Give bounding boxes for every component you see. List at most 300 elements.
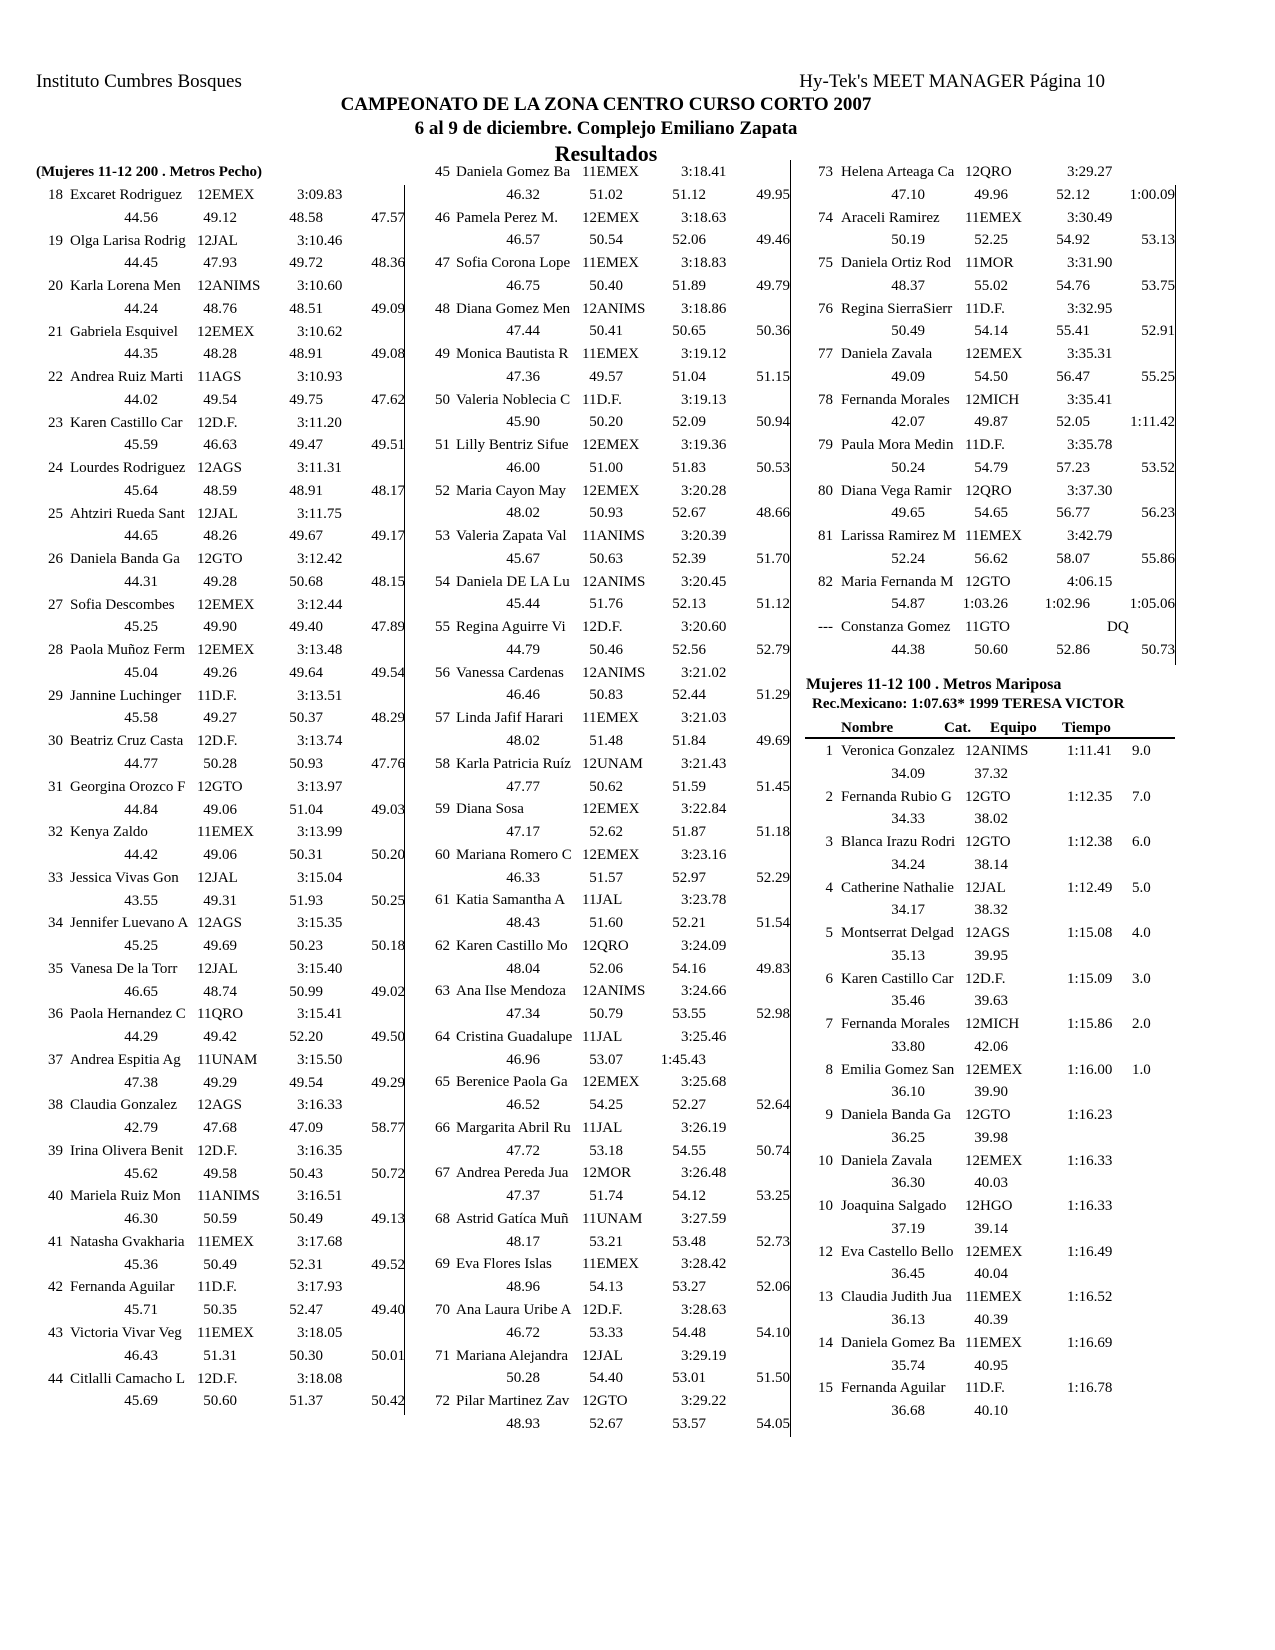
organization-name: Instituto Cumbres Bosques [36, 71, 242, 92]
split-time: 44.02 [124, 391, 158, 408]
age-team: 12EMEX [965, 1061, 1023, 1078]
split-time: 53.55 [672, 1006, 706, 1023]
split-time: 49.13 [371, 1211, 405, 1228]
final-time: 3:35.41 [1067, 391, 1113, 408]
result-place: 44 [48, 1370, 63, 1387]
points: 3.0 [1132, 970, 1151, 987]
split-time: 49.46 [756, 232, 790, 249]
split-time: 47.44 [506, 323, 540, 340]
split-time: 48.29 [371, 710, 405, 727]
final-time: 1:15.86 [1067, 1016, 1113, 1033]
split-time: 52.31 [289, 1256, 323, 1273]
split-time: 44.31 [124, 573, 158, 590]
split-time: 38.02 [974, 811, 1008, 828]
age-team: 11D.F. [965, 437, 1005, 454]
split-time: 46.00 [506, 459, 540, 476]
split-time: 50.25 [371, 892, 405, 909]
split-time: 40.03 [974, 1175, 1008, 1192]
final-time: 4:06.15 [1067, 573, 1113, 590]
swimmer-name: Valeria Zapata Val [456, 528, 567, 545]
split-time: 37.32 [974, 765, 1008, 782]
split-time: 50.40 [589, 277, 623, 294]
split-time: 47.77 [506, 778, 540, 795]
split-time: 58.77 [371, 1120, 405, 1137]
split-time: 50.60 [974, 641, 1008, 658]
split-time: 40.10 [974, 1403, 1008, 1420]
split-time: 50.93 [289, 756, 323, 772]
swimmer-name: Ana Laura Uribe A [456, 1302, 572, 1318]
result-place: 50 [435, 391, 450, 408]
final-time: 3:13.51 [297, 687, 343, 704]
split-time: 49.54 [203, 391, 237, 408]
split-time: 51.59 [672, 778, 706, 795]
final-time: 3:20.45 [681, 573, 727, 590]
split-time: 49.54 [289, 1074, 323, 1091]
split-time: 50.53 [756, 459, 790, 476]
split-time: 49.09 [891, 368, 925, 385]
split-time: 52.21 [672, 915, 706, 932]
split-time: 56.47 [1056, 368, 1090, 385]
split-time: 52.39 [672, 550, 706, 567]
final-time: 3:17.93 [297, 1279, 343, 1296]
final-time: 3:19.13 [681, 391, 727, 408]
split-time: 50.63 [589, 550, 623, 567]
split-time: 49.29 [203, 1074, 237, 1091]
age-team: 11QRO [197, 1006, 244, 1023]
swimmer-name: Sofia Descombes [70, 596, 175, 613]
result-place: 18 [48, 187, 63, 203]
swimmer-name: Montserrat Delgad [841, 925, 954, 942]
final-time: 3:15.50 [297, 1051, 343, 1068]
split-time: 51.18 [756, 824, 790, 841]
result-place: 28 [48, 642, 63, 659]
final-time: 3:20.28 [681, 482, 727, 499]
final-time: 1:11.41 [1067, 743, 1112, 759]
age-team: 11UNAM [197, 1051, 258, 1068]
split-time: 55.86 [1141, 550, 1175, 567]
split-time: 53.18 [589, 1142, 623, 1159]
result-place: 29 [48, 687, 63, 704]
result-place: 39 [48, 1142, 63, 1159]
split-time: 50.20 [589, 414, 623, 431]
result-place: 33 [48, 869, 63, 886]
swimmer-name: Daniela Zavala [841, 346, 933, 363]
split-time: 48.66 [756, 505, 790, 522]
split-time: 51.29 [756, 687, 790, 704]
age-team: 11D.F. [965, 300, 1005, 317]
split-time: 49.75 [289, 391, 323, 408]
final-time: 3:11.75 [297, 505, 342, 522]
split-time: 51.84 [672, 733, 706, 749]
swimmer-name: Regina Aguirre Vi [456, 619, 566, 636]
split-time: 49.06 [203, 847, 237, 864]
age-team: 12EMEX [197, 642, 255, 659]
split-time: 34.33 [891, 811, 925, 828]
points: 9.0 [1132, 743, 1151, 759]
final-time: 3:18.08 [297, 1370, 343, 1387]
split-time: 50.31 [289, 847, 323, 864]
swimmer-name: Pamela Perez M. [456, 209, 559, 226]
swimmer-name: Ana Ilse Mendoza [456, 983, 566, 1000]
split-time: 46.33 [506, 869, 540, 886]
software-page-label: Hy-Tek's MEET MANAGER Página 10 [799, 71, 1105, 92]
result-place: 81 [818, 528, 833, 545]
final-time: 1:12.49 [1067, 879, 1113, 896]
split-time: 51.89 [672, 277, 706, 294]
age-team: 12ANIMS [582, 300, 646, 317]
age-team: 11EMEX [965, 528, 1022, 545]
split-time: 50.28 [203, 756, 237, 772]
final-time: 3:18.63 [681, 209, 727, 226]
split-time: 53.52 [1141, 459, 1175, 476]
final-time: 3:27.59 [681, 1210, 727, 1227]
age-team: 12GTO [582, 1393, 628, 1410]
swimmer-name: Karen Castillo Mo [456, 937, 568, 954]
age-team: 11EMEX [197, 1325, 254, 1341]
age-team: 12D.F. [582, 619, 623, 636]
swimmer-name: Daniela DE LA Lu [456, 573, 570, 590]
split-time: 56.23 [1141, 505, 1175, 522]
swimmer-name: Linda Jafif Harari [456, 710, 564, 727]
split-time: 48.96 [506, 1279, 540, 1296]
final-time: 1:16.33 [1067, 1198, 1113, 1215]
result-place: 64 [435, 1028, 450, 1045]
final-time: 3:32.95 [1067, 300, 1113, 317]
split-time: 1:05.06 [1129, 596, 1175, 613]
split-time: 51.37 [289, 1393, 323, 1410]
age-team: 12AGS [197, 915, 243, 932]
split-time: 49.69 [756, 733, 790, 749]
split-time: 54.48 [672, 1324, 706, 1341]
swimmer-name: Vanessa Cardenas [456, 664, 564, 681]
final-time: 3:21.43 [681, 755, 727, 772]
split-time: 48.02 [506, 733, 540, 749]
age-team: 11EMEX [582, 1256, 639, 1273]
split-time: 47.37 [506, 1188, 540, 1205]
col-header-time: Tiempo [1062, 720, 1111, 736]
split-time: 47.76 [371, 756, 405, 772]
final-time: 3:13.97 [297, 778, 343, 795]
split-time: 50.94 [756, 414, 790, 431]
split-time: 46.46 [506, 687, 540, 704]
result-place: 68 [435, 1210, 450, 1227]
split-time: 51.50 [756, 1370, 790, 1387]
result-place: 53 [435, 528, 450, 545]
split-time: 49.29 [371, 1074, 405, 1091]
result-place: 48 [435, 300, 450, 317]
result-place: 72 [435, 1393, 450, 1410]
split-time: 54.92 [1056, 232, 1090, 249]
split-time: 52.44 [672, 687, 706, 704]
split-time: 48.02 [506, 505, 540, 522]
final-time: 1:16.23 [1067, 1107, 1113, 1124]
result-place: 35 [48, 960, 63, 977]
split-time: 52.25 [974, 232, 1008, 249]
swimmer-name: Karen Castillo Car [70, 414, 183, 431]
split-time: 46.32 [506, 186, 540, 203]
meet-title: CAMPEONATO DE LA ZONA CENTRO CURSO CORTO 2007 [340, 94, 872, 115]
split-time: 55.02 [974, 277, 1008, 294]
split-time: 47.17 [506, 824, 540, 841]
swimmer-name: Blanca Irazu Rodri [841, 834, 956, 851]
age-team: 12JAL [197, 232, 238, 249]
split-time: 58.07 [1056, 550, 1090, 567]
split-time: 52.64 [756, 1097, 790, 1114]
split-time: 54.50 [974, 368, 1008, 385]
age-team: 12UNAM [582, 755, 643, 772]
final-time: 1:16.78 [1067, 1380, 1113, 1397]
split-time: 51.12 [672, 186, 706, 203]
split-time: 52.09 [672, 414, 706, 431]
split-time: 35.46 [891, 993, 925, 1010]
final-time: 3:22.84 [681, 801, 727, 818]
split-time: 54.13 [589, 1279, 623, 1296]
result-place: 15 [818, 1380, 833, 1397]
split-time: 47.34 [506, 1006, 540, 1023]
result-place: 13 [818, 1289, 833, 1306]
split-time: 54.14 [974, 323, 1008, 340]
split-time: 52.98 [756, 1006, 790, 1023]
split-time: 44.45 [124, 255, 158, 272]
final-time: 3:11.20 [297, 414, 342, 431]
split-time: 49.06 [203, 801, 237, 818]
final-time: 3:11.31 [297, 460, 342, 477]
swimmer-name: Jennifer Luevano A [70, 915, 189, 932]
final-time: 3:28.42 [681, 1256, 727, 1273]
final-time: 3:15.40 [297, 960, 343, 977]
split-time: 49.40 [371, 1302, 405, 1319]
result-place: 19 [48, 232, 63, 249]
result-place: 63 [435, 983, 450, 1000]
split-time: 48.74 [203, 983, 237, 1000]
result-place: 46 [435, 209, 450, 226]
split-time: 53.13 [1141, 232, 1175, 249]
result-place: 37 [48, 1051, 63, 1068]
split-time: 49.28 [203, 573, 237, 590]
split-time: 47.62 [371, 391, 405, 408]
split-time: 50.68 [289, 573, 323, 590]
split-time: 51.04 [672, 368, 706, 385]
split-time: 44.56 [124, 209, 158, 226]
result-place: 65 [435, 1074, 450, 1091]
age-team: 11ANIMS [582, 528, 645, 545]
swimmer-name: Jannine Luchinger [70, 687, 182, 704]
split-time: 52.06 [756, 1279, 790, 1296]
result-place: 77 [818, 346, 833, 363]
final-time: 3:10.60 [297, 278, 343, 295]
result-place: 55 [435, 619, 450, 636]
swimmer-name: Karla Patricia Ruíz [456, 755, 571, 772]
age-team: 11MOR [965, 255, 1014, 272]
split-time: 47.72 [506, 1142, 540, 1159]
split-time: 34.17 [891, 902, 925, 919]
split-time: 49.96 [974, 186, 1008, 203]
result-place: 75 [818, 255, 833, 272]
column-divider [1175, 185, 1176, 665]
split-time: 54.55 [672, 1142, 706, 1159]
split-time: 54.76 [1056, 277, 1090, 294]
final-time: 3:18.05 [297, 1325, 343, 1341]
final-time: 3:25.46 [681, 1028, 727, 1045]
split-time: 50.01 [371, 1347, 405, 1364]
split-time: 49.51 [371, 437, 405, 454]
swimmer-name: Andrea Pereda Jua [456, 1165, 569, 1182]
split-time: 54.12 [672, 1188, 706, 1205]
split-time: 45.62 [124, 1165, 158, 1182]
swimmer-name: Kenya Zaldo [70, 824, 148, 841]
split-time: 52.13 [672, 596, 706, 613]
swimmer-name: Berenice Paola Ga [456, 1074, 568, 1091]
split-time: 47.38 [124, 1074, 158, 1091]
split-time: 40.39 [974, 1312, 1008, 1328]
split-time: 43.55 [124, 892, 158, 909]
split-time: 48.76 [203, 300, 237, 317]
split-time: 45.69 [124, 1393, 158, 1410]
age-team: 12JAL [197, 505, 238, 522]
split-time: 47.36 [506, 368, 540, 385]
swimmer-name: Pilar Martinez Zav [456, 1393, 570, 1410]
age-team: 12MOR [582, 1165, 632, 1182]
result-place: 73 [818, 164, 833, 180]
result-place: 27 [48, 596, 63, 613]
swimmer-name: Daniela Banda Ga [841, 1107, 951, 1124]
split-time: 52.86 [1056, 641, 1090, 658]
split-time: 49.58 [203, 1165, 237, 1182]
split-time: 44.24 [124, 300, 158, 317]
result-place: 78 [818, 391, 833, 408]
result-place: 49 [435, 346, 450, 363]
swimmer-name: Irina Olivera Benit [70, 1142, 184, 1159]
swimmer-name: Karla Lorena Men [70, 278, 181, 295]
split-time: 45.59 [124, 437, 158, 454]
split-time: 52.06 [672, 232, 706, 249]
age-team: 12MICH [965, 1016, 1020, 1033]
split-time: 50.60 [203, 1393, 237, 1410]
split-time: 53.01 [672, 1370, 706, 1387]
swimmer-name: Beatriz Cruz Casta [70, 733, 184, 750]
split-time: 45.90 [506, 414, 540, 431]
final-time: 3:26.48 [681, 1165, 727, 1182]
split-time: 1:45.43 [660, 1051, 706, 1068]
split-time: 52.20 [289, 1029, 323, 1046]
swimmer-name: Helena Arteaga Ca [841, 164, 955, 180]
split-time: 54.16 [672, 960, 706, 977]
result-place: 1 [825, 743, 833, 759]
split-time: 36.13 [891, 1312, 925, 1328]
split-time: 52.47 [289, 1302, 323, 1319]
result-place: 43 [48, 1325, 63, 1341]
final-time: 3:21.03 [681, 710, 727, 727]
split-time: 53.48 [672, 1233, 706, 1250]
split-time: 52.97 [672, 869, 706, 886]
split-time: 45.04 [124, 664, 158, 681]
age-team: 12EMEX [197, 596, 255, 613]
age-team: 12D.F. [965, 970, 1006, 987]
final-time: 3:23.78 [681, 892, 727, 909]
split-time: 53.75 [1141, 277, 1175, 294]
split-time: 50.37 [289, 710, 323, 727]
swimmer-name: Mariela Ruiz Mon [70, 1188, 181, 1205]
split-time: 49.52 [371, 1256, 405, 1273]
split-time: 52.12 [1056, 186, 1090, 203]
split-time: 49.69 [203, 938, 237, 955]
split-time: 54.79 [974, 459, 1008, 476]
split-time: 50.18 [371, 938, 405, 955]
split-time: 39.98 [974, 1129, 1008, 1146]
split-time: 49.09 [371, 300, 405, 317]
swimmer-name: Diana Vega Ramir [841, 482, 952, 499]
points: 5.0 [1132, 879, 1151, 896]
split-time: 39.90 [974, 1084, 1008, 1101]
split-time: 48.91 [289, 346, 323, 363]
split-time: 49.83 [756, 960, 790, 977]
result-place: 79 [818, 437, 833, 454]
final-time: 3:37.30 [1067, 482, 1113, 499]
swimmer-name: Olga Larisa Rodrig [70, 232, 186, 249]
split-time: 49.27 [203, 710, 237, 727]
split-time: 1:02.96 [1044, 596, 1090, 613]
split-time: 45.67 [506, 550, 540, 567]
split-time: 54.65 [974, 505, 1008, 522]
split-time: 48.93 [506, 1415, 540, 1432]
age-team: 11EMEX [582, 710, 639, 727]
age-team: 12ANIMS [197, 278, 261, 295]
split-time: 37.19 [891, 1220, 925, 1237]
split-time: 50.79 [589, 1006, 623, 1023]
split-time: 47.57 [371, 209, 405, 226]
col-header-name: Nombre [841, 720, 894, 736]
final-time: 3:28.63 [681, 1302, 727, 1318]
split-time: 49.87 [974, 414, 1008, 431]
split-time: 1:11.42 [1130, 414, 1175, 431]
split-time: 50.49 [891, 323, 925, 340]
swimmer-name: Sofia Corona Lope [456, 255, 571, 272]
split-time: 51.83 [672, 459, 706, 476]
age-team: 11AGS [197, 369, 242, 386]
swimmer-name: Ahtziri Rueda Sant [70, 505, 185, 522]
swimmer-name: Claudia Judith Jua [841, 1289, 952, 1306]
result-place: 21 [48, 323, 63, 340]
split-time: 47.09 [289, 1120, 323, 1137]
age-team: 12ANIMS [582, 573, 646, 590]
split-time: 50.72 [371, 1165, 405, 1182]
result-place: 58 [435, 755, 450, 772]
split-time: 49.40 [289, 619, 323, 636]
result-place: 42 [48, 1279, 63, 1296]
age-team: 11D.F. [582, 391, 622, 408]
split-time: 52.73 [756, 1233, 790, 1250]
points: 1.0 [1132, 1061, 1151, 1078]
swimmer-name: Citlalli Camacho L [70, 1370, 185, 1387]
age-team: 12EMEX [582, 801, 640, 818]
swimmer-name: Lilly Bentriz Sifue [456, 437, 569, 454]
result-place: 60 [435, 846, 450, 863]
age-team: 11GTO [965, 619, 1010, 636]
age-team: 12QRO [965, 482, 1012, 499]
result-place: 54 [435, 573, 450, 590]
swimmer-name: Diana Gomez Men [456, 300, 571, 317]
split-time: 57.23 [1056, 459, 1090, 476]
event-100-fly-title: Mujeres 11-12 100 . Metros Mariposa [806, 676, 1062, 693]
age-team: 12EMEX [582, 1074, 640, 1091]
age-team: 12ANIMS [965, 743, 1029, 759]
split-time: 50.54 [589, 232, 623, 249]
split-time: 50.83 [589, 687, 623, 704]
final-time: 3:21.02 [681, 664, 727, 681]
split-time: 49.47 [289, 437, 323, 454]
split-time: 49.08 [371, 346, 405, 363]
split-time: 56.77 [1056, 505, 1090, 522]
